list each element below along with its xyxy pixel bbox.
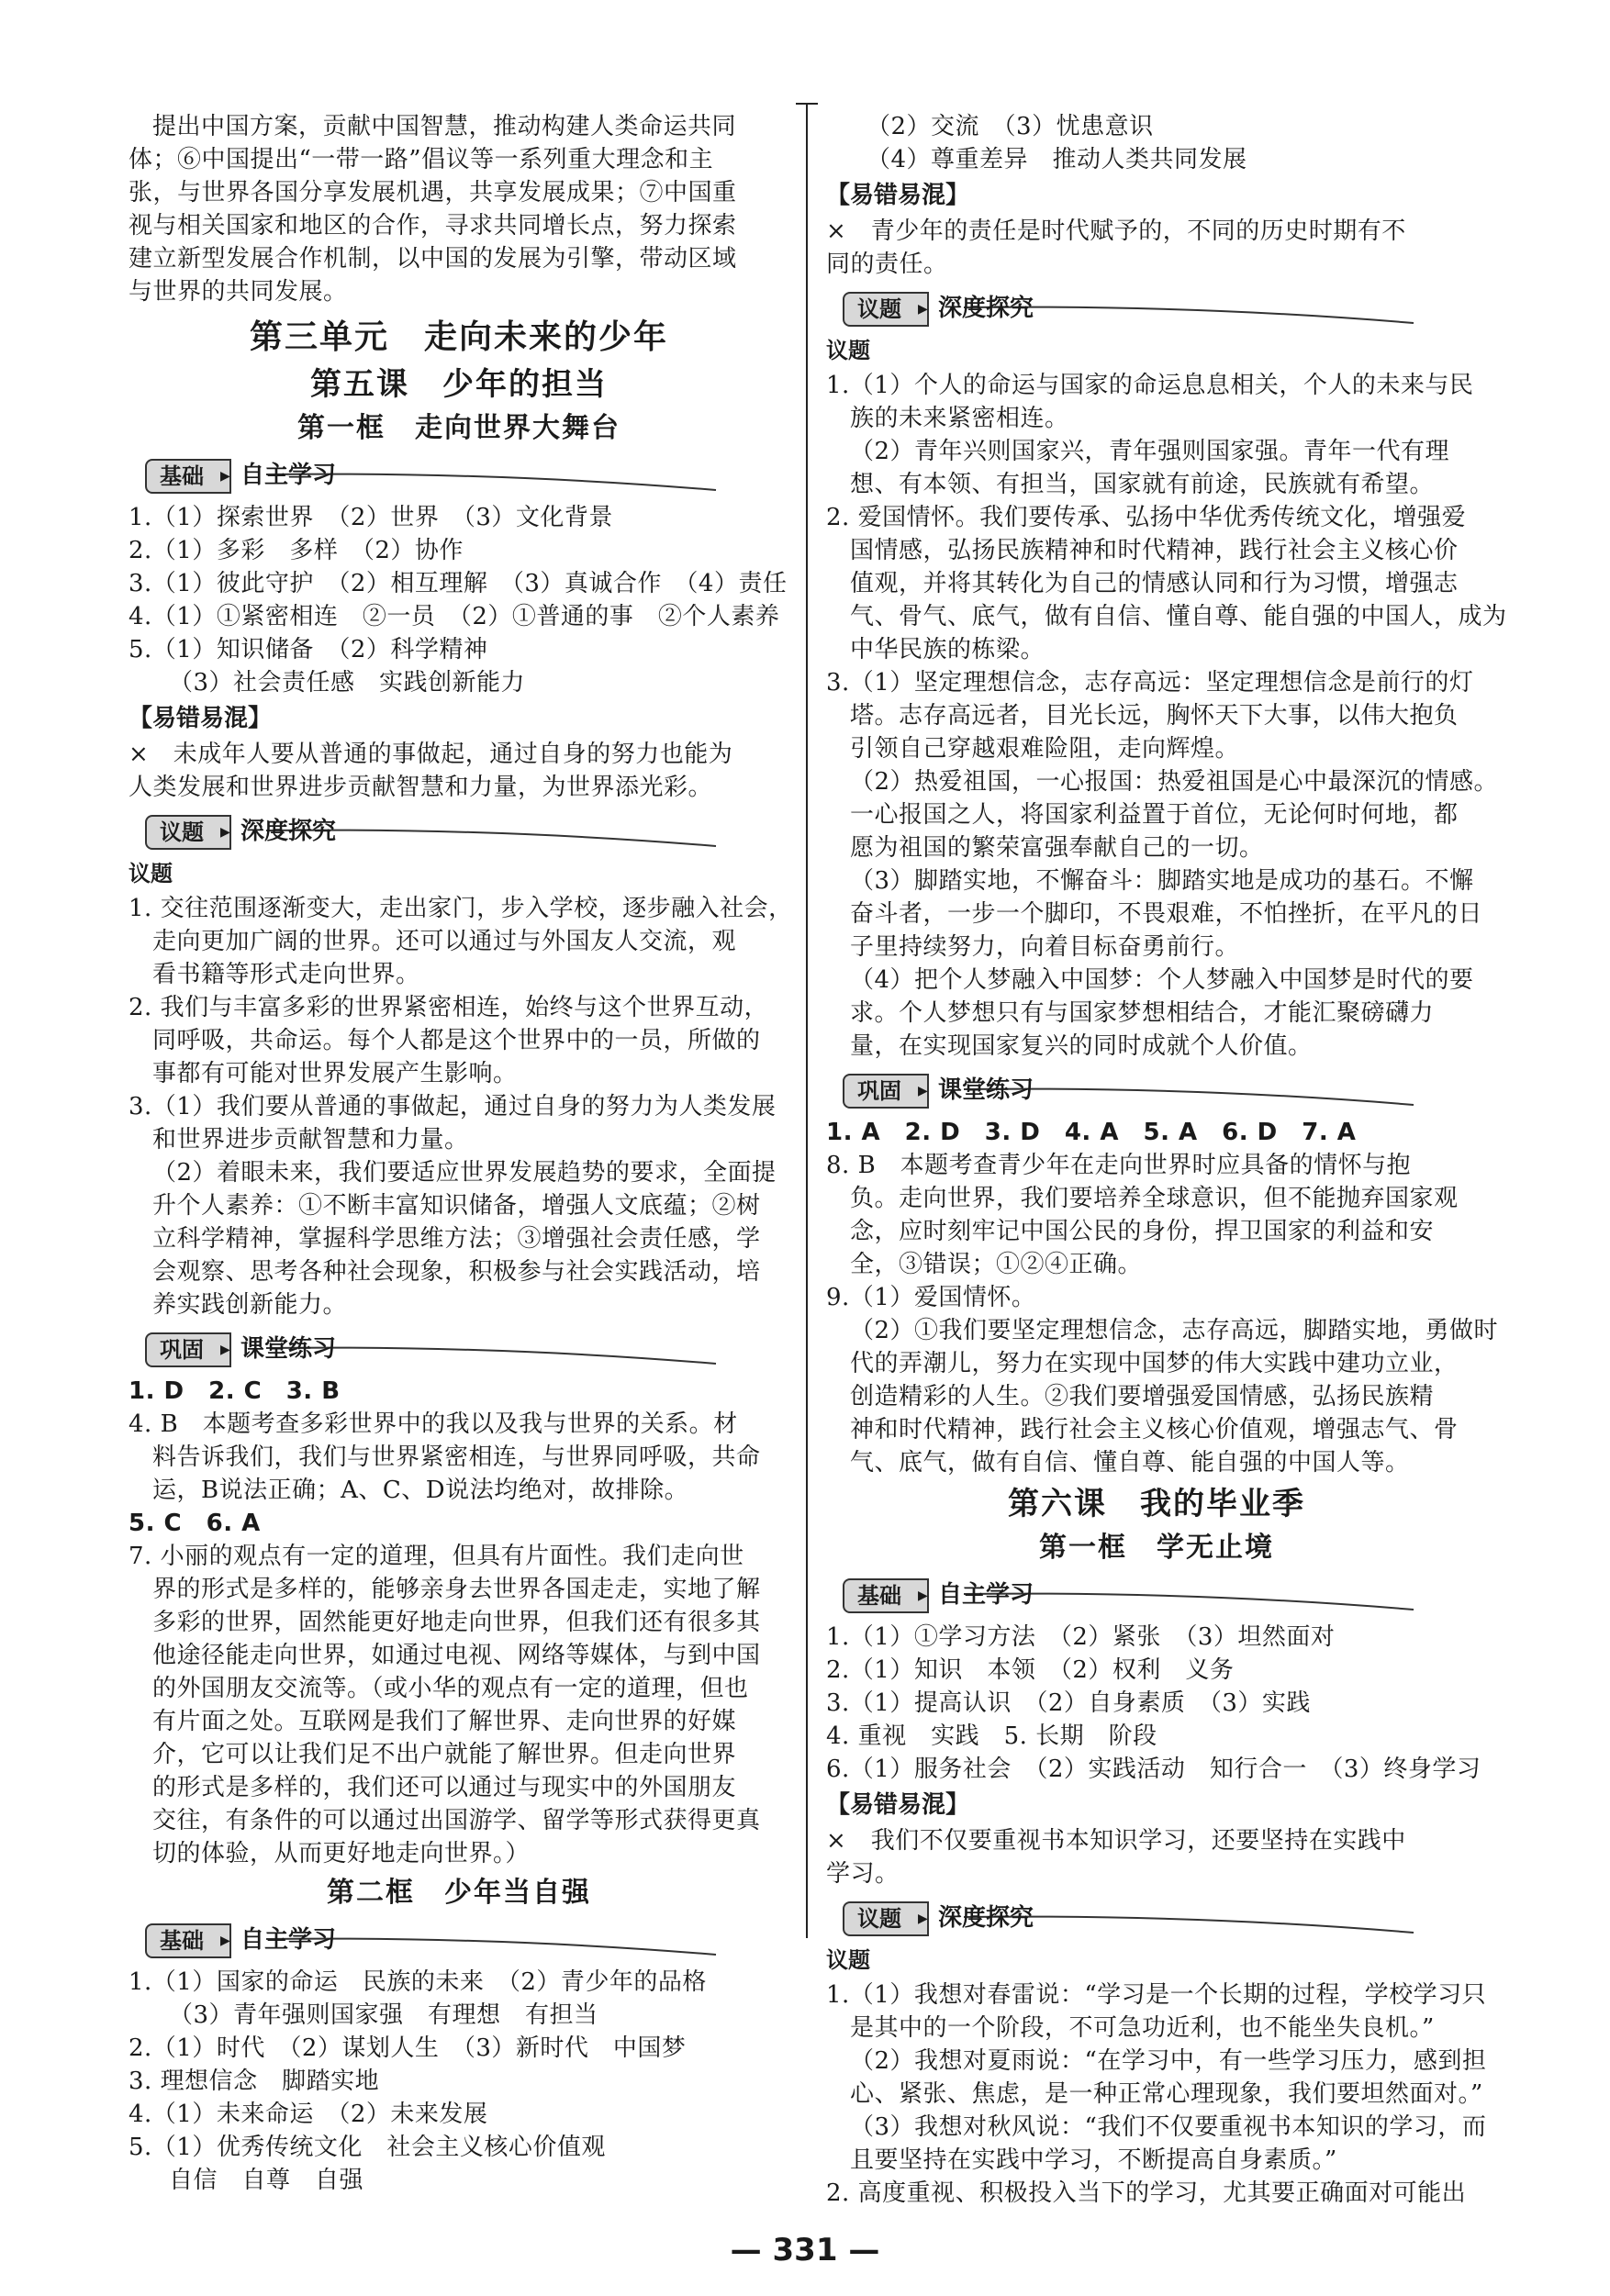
text-line: 1.（1）我想对春雷说：“学习是一个长期的过程，学校学习只 <box>826 1981 1487 2009</box>
answer-line: 3. 理想信念 脚踏实地 <box>129 2068 380 2095</box>
lesson-title: 第六课 我的毕业季 <box>1008 1486 1305 1522</box>
section-header-jichu <box>826 1575 1487 1615</box>
text-line: 气、骨气、底气，做有自信、懂自尊、能自强的中国人，成为 <box>850 603 1507 630</box>
text-line: 1. 交往范围逐渐变大，走出家门，步入学校，逐步融入社会， <box>129 895 793 922</box>
text-line: 视与相关国家和地区的合作，寻求共同增长点，努力探索 <box>129 212 737 240</box>
section-label: 深度探究 <box>938 1904 1034 1932</box>
text-line: 族的未来紧密相连。 <box>850 405 1069 432</box>
section-tag: 议题 <box>145 815 231 850</box>
text-line: × 我们不仅要重视书本知识学习，还要坚持在实践中 <box>826 1827 1406 1855</box>
text-line: 提出中国方案，贡献中国智慧，推动构建人类命运共同 <box>152 113 737 140</box>
text-line: 与世界的共同发展。 <box>129 278 348 306</box>
section-header-yiti <box>826 1898 1487 1938</box>
section-label: 深度探究 <box>938 295 1034 322</box>
text-line: 想、有本领、有担当，国家就有前途，民族就有希望。 <box>850 471 1435 498</box>
frame-title: 第一框 走向世界大舞台 <box>297 412 621 444</box>
text-line: 3.（1）我们要从普通的事做起，通过自身的努力为人类发展 <box>129 1093 777 1120</box>
answer-line: 2.（1）时代 （2）谋划人生 （3）新时代 中国梦 <box>129 2034 687 2062</box>
answer-line: 气、底气，做有自信、懂自尊、能自强的中国人等。 <box>850 1449 1410 1477</box>
section-header-gonggu <box>826 1070 1487 1110</box>
top-rule <box>796 103 818 105</box>
yicuo-heading: 【易错易混】 <box>826 1791 970 1819</box>
text-line: 学习。 <box>826 1860 900 1888</box>
answer-line: 4.（1）未来命运 （2）未来发展 <box>129 2101 488 2128</box>
left-column <box>129 110 793 2197</box>
answer-line: 1. A 2. D 3. D 4. A 5. A 6. D 7. A <box>826 1119 1357 1146</box>
text-line: 值观，并将其转化为自己的情感认同和行为习惯，增强志 <box>850 570 1459 597</box>
answer-line: 1.（1）探索世界 （2）世界 （3）文化背景 <box>129 504 613 531</box>
text-line: 奋斗者，一步一个脚印，不畏艰难，不怕挫折，在平凡的日 <box>850 900 1483 928</box>
answer-line: 5.（1）知识储备 （2）科学精神 <box>129 636 488 663</box>
answer-line: 3.（1）提高认识 （2）自身素质 （3）实践 <box>826 1689 1311 1717</box>
text-line: 同呼吸，共命运。每个人都是这个世界中的一员，所做的 <box>152 1027 761 1054</box>
answer-line: 他途径能走向世界，如通过电视、网络等媒体，与到中国 <box>152 1642 761 1669</box>
section-header-yiti <box>129 811 789 852</box>
section-label: 自主学习 <box>240 1926 337 1954</box>
yiti-subheading: 议题 <box>826 1947 870 1973</box>
unit-title: 第三单元 走向未来的少年 <box>249 318 668 356</box>
page-number: — 331 — <box>730 2232 880 2268</box>
answer-line: 创造精彩的人生。②我们要增强爱国情感，弘扬民族精 <box>850 1383 1435 1410</box>
answer-line: 8. B 本题考查青少年在走向世界时应具备的情怀与抱 <box>826 1152 1412 1179</box>
yiti-subheading: 议题 <box>129 861 173 886</box>
section-header-jichu <box>129 455 789 496</box>
right-column <box>826 110 1507 2210</box>
answer-line: 交往，有条件的可以通过出国游学、留学等形式获得更真 <box>152 1807 761 1834</box>
section-header-yiti <box>826 288 1487 329</box>
text-line: （2）热爱祖国，一心报国：热爱祖国是心中最深沉的情感。 <box>850 768 1499 796</box>
text-line: 走向更加广阔的世界。还可以通过与外国友人交流，观 <box>152 928 737 955</box>
section-label: 自主学习 <box>938 1581 1034 1609</box>
text-line: 看书籍等形式走向世界。 <box>152 961 420 988</box>
text-line: 子里持续努力，向着目标奋勇前行。 <box>850 933 1240 961</box>
answer-line: 自信 自尊 自强 <box>169 2167 364 2194</box>
arrow-icon: ▶ <box>220 825 230 840</box>
text-line: 且要坚持在实践中学习，不断提高自身素质。” <box>850 2146 1337 2174</box>
text-line: 和世界进步贡献智慧和力量。 <box>152 1126 469 1154</box>
text-line: 2. 爱国情怀。我们要传承、弘扬中华优秀传统文化，增强爱 <box>826 504 1467 531</box>
answer-line: 7. 小丽的观点有一定的道理，但具有片面性。我们走向世 <box>129 1543 744 1570</box>
text-line: 3.（1）坚定理想信念，志存高远：坚定理想信念是前行的灯 <box>826 669 1474 697</box>
answer-line: 5.（1）优秀传统文化 社会主义核心价值观 <box>129 2134 606 2161</box>
text-line: （2）青年兴则国家兴，青年强则国家强。青年一代有理 <box>850 438 1450 465</box>
arrow-icon: ▶ <box>220 1343 230 1357</box>
text-line: （4）把个人梦融入中国梦：个人梦融入中国梦是时代的要 <box>850 966 1474 994</box>
section-header-gonggu <box>129 1329 789 1369</box>
section-tag: 巩固 <box>843 1074 929 1109</box>
text-line: （3）我想对秋风说：“我们不仅要重视书本知识的学习，而 <box>850 2113 1487 2141</box>
answer-line: 神和时代精神，践行社会主义核心价值观，增强志气、骨 <box>850 1416 1459 1443</box>
section-tag: 基础 <box>145 459 231 494</box>
answer-line: 负。走向世界，我们要培养全球意识，但不能抛弃国家观 <box>850 1185 1459 1212</box>
text-line: 同的责任。 <box>826 251 948 278</box>
arrow-icon: ▶ <box>918 1911 928 1926</box>
text-line: 引领自己穿越艰难险阻，走向辉煌。 <box>850 735 1240 763</box>
answer-line: 1.（1）国家的命运 民族的未来 （2）青少年的品格 <box>129 1968 707 1996</box>
yiti-subheading: 议题 <box>826 338 870 363</box>
text-line: 升个人素养：①不断丰富知识储备，增强人文底蕴；②树 <box>152 1192 761 1220</box>
answer-line: 介，它可以让我们足不出户就能了解世界。但走向世界 <box>152 1741 737 1768</box>
text-line: 会观察、思考各种社会现象，积极参与社会实践活动，培 <box>152 1258 761 1286</box>
text-line: 中华民族的栋梁。 <box>850 636 1045 663</box>
section-tag: 议题 <box>843 1901 929 1936</box>
answer-line: 料告诉我们，我们与世界紧密相连，与世界同呼吸，共命 <box>152 1443 761 1471</box>
answer-line: 多彩的世界，固然能更好地走向世界，但我们还有很多其 <box>152 1609 761 1636</box>
answer-line: 的外国朋友交流等。（或小华的观点有一定的道理，但也 <box>152 1675 749 1702</box>
text-line: 2. 我们与丰富多彩的世界紧密相连，始终与这个世界互动， <box>129 994 769 1021</box>
answer-line: （2）①我们要坚定理想信念，志存高远，脚踏实地，勇做时 <box>850 1317 1499 1344</box>
text-line: 建立新型发展合作机制，以中国的发展为引擎，带动区域 <box>129 245 737 273</box>
text-line: 1.（1）个人的命运与国家的命运息息相关，个人的未来与民 <box>826 372 1474 399</box>
answer-line: 全，③错误；①②④正确。 <box>850 1251 1143 1278</box>
answer-line: 3.（1）彼此守护 （2）相互理解 （3）真诚合作 （4）责任 <box>129 570 788 597</box>
section-tag: 基础 <box>843 1578 929 1613</box>
answer-line: 4. 重视 实践 5. 长期 阶段 <box>826 1722 1157 1750</box>
answer-line: （4）尊重差异 推动人类共同发展 <box>866 146 1247 173</box>
answer-line: 运，B说法正确；A、C、D说法均绝对，故排除。 <box>152 1477 689 1504</box>
text-line: （3）脚踏实地，不懈奋斗：脚踏实地是成功的基石。不懈 <box>850 867 1474 895</box>
column-divider <box>806 103 808 1938</box>
text-line: （2）着眼未来，我们要适应世界发展趋势的要求，全面提 <box>152 1159 777 1187</box>
answer-line: 6.（1）服务社会 （2）实践活动 知行合一 （3）终身学习 <box>826 1755 1481 1783</box>
text-line: 是其中的一个阶段，不可急功近利，也不能坐失良机。” <box>850 2014 1435 2042</box>
section-tag: 巩固 <box>145 1332 231 1367</box>
section-tag: 基础 <box>145 1923 231 1958</box>
text-line: 体；⑥中国提出“一带一路”倡议等一系列重大理念和主 <box>129 146 714 173</box>
answer-line: 1. D 2. C 3. B <box>129 1377 341 1405</box>
lesson-title: 第五课 少年的担当 <box>310 366 608 403</box>
text-line: × 青少年的责任是时代赋予的，不同的历史时期有不 <box>826 217 1406 245</box>
text-line: × 未成年人要从普通的事做起，通过自身的努力也能为 <box>129 741 733 768</box>
section-header-jichu <box>129 1920 789 1960</box>
answer-line: （2）交流 （3）忧患意识 <box>866 113 1154 140</box>
answer-line: 5. C 6. A <box>129 1510 261 1537</box>
text-line: 事都有可能对世界发展产生影响。 <box>152 1060 518 1087</box>
arrow-icon: ▶ <box>918 302 928 317</box>
frame-title: 第一框 学无止境 <box>1039 1532 1274 1564</box>
text-line: 求。个人梦想只有与国家梦想相结合，才能汇聚磅礴力 <box>850 999 1435 1027</box>
answer-line: 切的体验，从而更好地走向世界。） <box>152 1840 531 1867</box>
answer-line: 2.（1）多彩 多样 （2）协作 <box>129 537 464 564</box>
arrow-icon: ▶ <box>220 469 230 484</box>
text-line: 一心报国之人，将国家利益置于首位，无论何时何地，都 <box>850 801 1459 829</box>
answer-line: （3）青年强则国家强 有理想 有担当 <box>169 2001 598 2029</box>
answer-line: 1.（1）①学习方法 （2）紧张 （3）坦然面对 <box>826 1623 1336 1651</box>
yicuo-heading: 【易错易混】 <box>826 182 970 209</box>
answer-line: 4.（1）①紧密相连 ②一员 （2）①普通的事 ②个人素养 <box>129 603 780 630</box>
answer-line: 4. B 本题考查多彩世界中的我以及我与世界的关系。材 <box>129 1410 738 1438</box>
text-line: 人类发展和世界进步贡献智慧和力量，为世界添光彩。 <box>129 774 713 801</box>
yicuo-heading: 【易错易混】 <box>129 705 273 732</box>
section-label: 课堂练习 <box>938 1076 1034 1104</box>
text-line: （2）我想对夏雨说：“在学习中，有一些学习压力，感到担 <box>850 2047 1487 2075</box>
answer-line: 9.（1）爱国情怀。 <box>826 1284 1036 1311</box>
section-label: 课堂练习 <box>240 1335 337 1363</box>
answer-line: 的形式是多样的，我们还可以通过与现实中的外国朋友 <box>152 1774 737 1801</box>
arrow-icon: ▶ <box>220 1934 230 1948</box>
answer-line: 界的形式是多样的，能够亲身去世界各国走走，实地了解 <box>152 1576 761 1603</box>
answer-line: 念，应时刻牢记中国公民的身份，捍卫国家的利益和安 <box>850 1218 1435 1245</box>
answer-line: 代的弄潮儿，努力在实现中国梦的伟大实践中建功立业， <box>850 1350 1459 1377</box>
arrow-icon: ▶ <box>918 1084 928 1098</box>
section-label: 自主学习 <box>240 462 337 489</box>
answer-line: （3）社会责任感 实践创新能力 <box>169 669 526 697</box>
section-label: 深度探究 <box>240 818 337 845</box>
answer-line: 2.（1）知识 本领 （2）权利 义务 <box>826 1656 1235 1684</box>
arrow-icon: ▶ <box>918 1588 928 1603</box>
text-line: 塔。志存高远者，目光长远，胸怀天下大事，以伟大抱负 <box>850 702 1459 730</box>
section-tag: 议题 <box>843 292 929 327</box>
text-line: 立科学精神，掌握科学思维方法；③增强社会责任感，学 <box>152 1225 761 1253</box>
text-line: 量，在实现国家复兴的同时成就个人价值。 <box>850 1032 1313 1060</box>
text-line: 心、紧张、焦虑，是一种正常心理现象，我们要坦然面对。” <box>850 2080 1483 2108</box>
text-line: 愿为祖国的繁荣富强奉献自己的一切。 <box>850 834 1264 862</box>
answer-line: 有片面之处。互联网是我们了解世界、走向世界的好媒 <box>152 1708 737 1735</box>
text-line: 国情感，弘扬民族精神和时代精神，践行社会主义核心价 <box>850 537 1459 564</box>
text-line: 养实践创新能力。 <box>152 1291 348 1319</box>
text-line: 2. 高度重视、积极投入当下的学习，尤其要正确面对可能出 <box>826 2179 1467 2207</box>
frame-title: 第二框 少年当自强 <box>327 1877 591 1909</box>
text-line: 张，与世界各国分享发展机遇，共享发展成果；⑦中国重 <box>129 179 737 206</box>
